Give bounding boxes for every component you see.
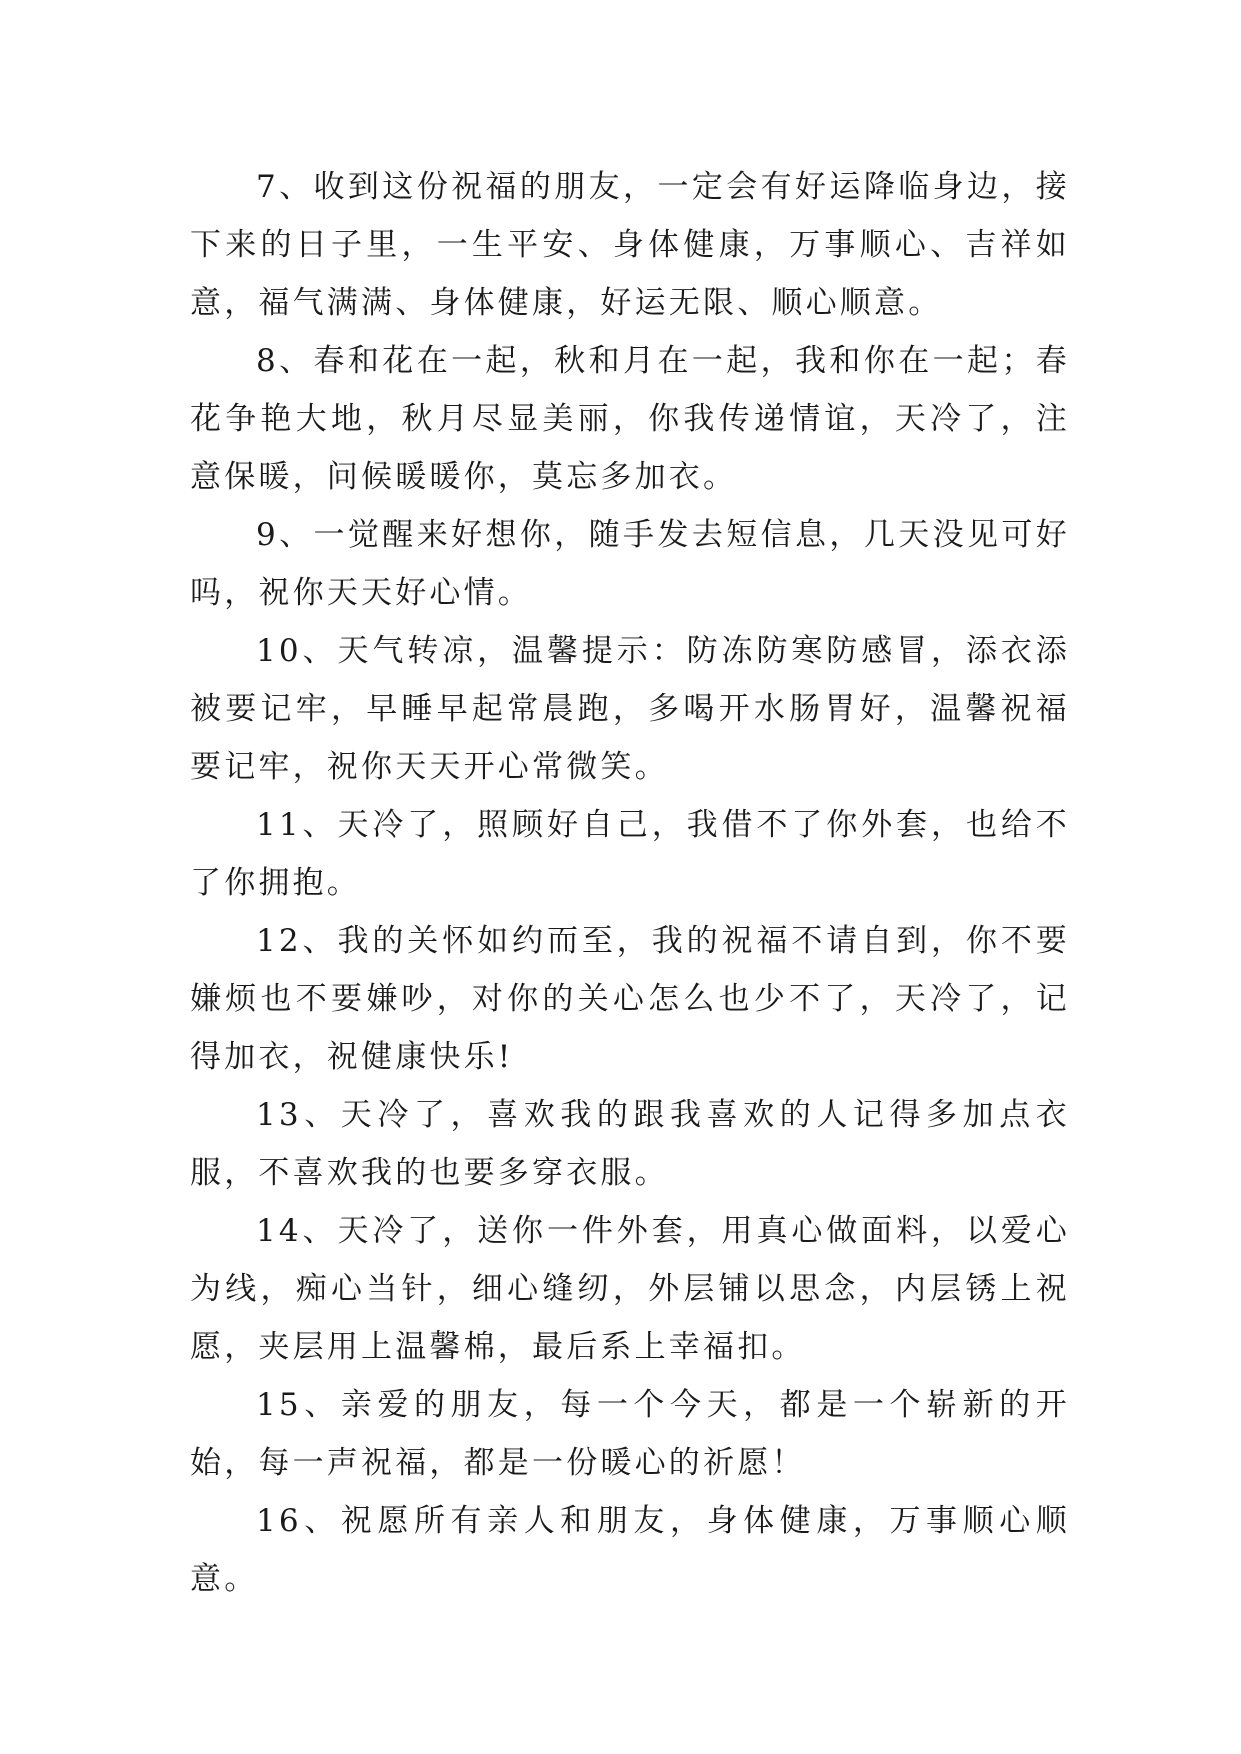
paragraph-14: 14、天冷了，送你一件外套，用真心做面料，以爱心为线，痴心当针，细心缝纫，外层铺以思念，内层锈上祝愿，夹层用上温馨棉，最后系上幸福扣。: [190, 1213, 1070, 1365]
paragraph-10: 10、天气转凉，温馨提示：防冻防寒防感冒，添衣添被要记牢，早睡早起常晨跑，多喝开水肠胃好，温馨祝福要记牢，祝你天天开心常微笑。: [190, 633, 1070, 785]
paragraph-16: 16、祝愿所有亲人和朋友，身体健康，万事顺心顺意。: [190, 1503, 1070, 1597]
paragraph-13: 13、天冷了，喜欢我的跟我喜欢的人记得多加点衣服，不喜欢我的也要多穿衣服。: [190, 1097, 1070, 1191]
paragraph-15: 15、亲爱的朋友，每一个今天，都是一个崭新的开始，每一声祝福，都是一份暖心的祈愿！: [190, 1387, 1070, 1481]
paragraph-7: 7、收到这份祝福的朋友，一定会有好运降临身边，接下来的日子里，一生平安、身体健康，万事顺心、吉祥如意，福气满满、身体健康，好运无限、顺心顺意。: [190, 169, 1070, 321]
paragraph-9: 9、一觉醒来好想你，随手发去短信息，几天没见可好吗，祝你天天好心情。: [190, 517, 1070, 611]
paragraph-12: 12、我的关怀如约而至，我的祝福不请自到，你不要嫌烦也不要嫌吵，对你的关心怎么也少不了，天冷了，记得加衣，祝健康快乐!: [190, 923, 1070, 1075]
paragraph-11: 11、天冷了，照顾好自己，我借不了你外套，也给不了你拥抱。: [190, 807, 1070, 901]
paragraph-8: 8、春和花在一起，秋和月在一起，我和你在一起；春花争艳大地，秋月尽显美丽，你我传递情谊，天冷了，注意保暖，问候暖暖你，莫忘多加衣。: [190, 343, 1070, 495]
document-body: [190, 158, 1070, 1608]
